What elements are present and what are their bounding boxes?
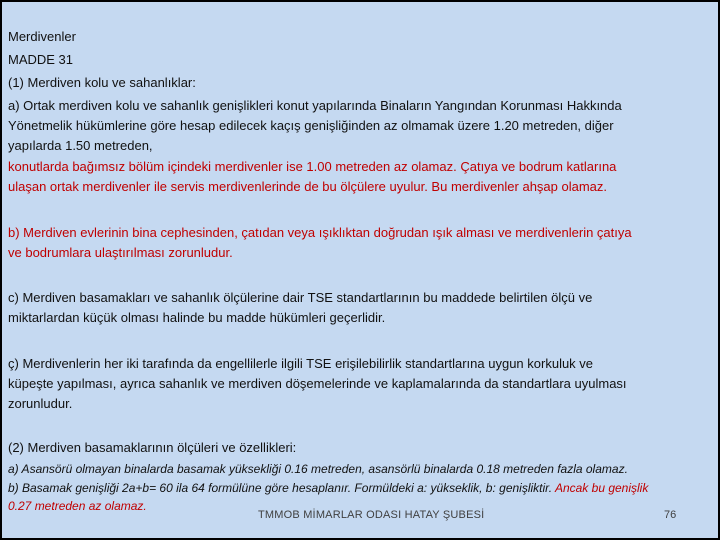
item-cc-line: zorunludur.	[8, 396, 73, 411]
section2-item-b	[8, 479, 714, 497]
page-number: 76	[664, 509, 677, 521]
item-a-line: a) Ortak merdiven kolu ve sahanlık genişlikleri konut yapılarında Binaların Yangından Korunması Hakkında	[8, 98, 622, 113]
item-b-line: ve bodrumlara ulaştırılması zorunludur.	[8, 245, 233, 260]
item-a-line: yapılarda 1.50 metreden,	[8, 138, 153, 153]
section1-title: (1) Merdiven kolu ve sahanlıklar:	[8, 75, 196, 90]
item-cc-line: küpeşte yapılması, ayrıca sahanlık ve merdiven döşemelerinde ve kaplamalarında da standartlara uyulması	[8, 376, 627, 391]
article-number: MADDE 31	[8, 52, 74, 67]
section2-item-b-red-line: 0.27 metreden az olamaz.	[8, 499, 147, 513]
section2-item-b-text: b) Basamak genişliği 2a+b= 60 ila 64 formülüne göre hesaplanır. Formüldeki a: yükseklik, b: genişliktir.	[8, 481, 555, 495]
section2-title: (2) Merdiven basamaklarının ölçüleri ve özellikleri:	[8, 440, 297, 455]
heading: Merdivenler	[8, 29, 76, 44]
item-b-line: b) Merdiven evlerinin bina cephesinden, çatıdan veya ışıklıktan doğrudan ışık alması ve merdivenlerin çatıya	[8, 225, 632, 240]
section2-item-b-red: Ancak bu genişlik	[554, 481, 649, 495]
item-a-line: Yönetmelik hükümlerine göre hesap edilecek kaçış genişliğinden az olmamak üzere 1.20 metreden, diğer	[8, 118, 614, 133]
item-c-line: miktarlardan küçük olması halinde bu madde hükümleri geçerlidir.	[8, 310, 386, 325]
item-cc-line: ç) Merdivenlerin her iki tarafında da engellilerle ilgili TSE erişilebilirlik standartlarına uygun korkuluk ve	[8, 356, 594, 371]
item-a-red-line: ulaşan ortak merdivenler ile servis merdivenlerinde de bu ölçülere uyulur. Bu merdivenler ahşap olamaz.	[8, 179, 608, 194]
section2-item-a: a) Asansörü olmayan binalarda basamak yüksekliği 0.16 metreden, asansörlü binalarda 0.18 metreden fazla olamaz.	[8, 462, 628, 476]
slide	[2, 2, 718, 538]
footer-organization: TMMOB MİMARLAR ODASI HATAY ŞUBESİ	[258, 509, 485, 521]
item-a-red-line: konutlarda bağımsız bölüm içindeki merdivenler ise 1.00 metreden az olamaz. Çatıya ve bodrum katlarına	[8, 159, 617, 174]
item-c-line: c) Merdiven basamakları ve sahanlık ölçülerine dair TSE standartlarının bu maddede belirtilen ölçü ve	[8, 290, 593, 305]
